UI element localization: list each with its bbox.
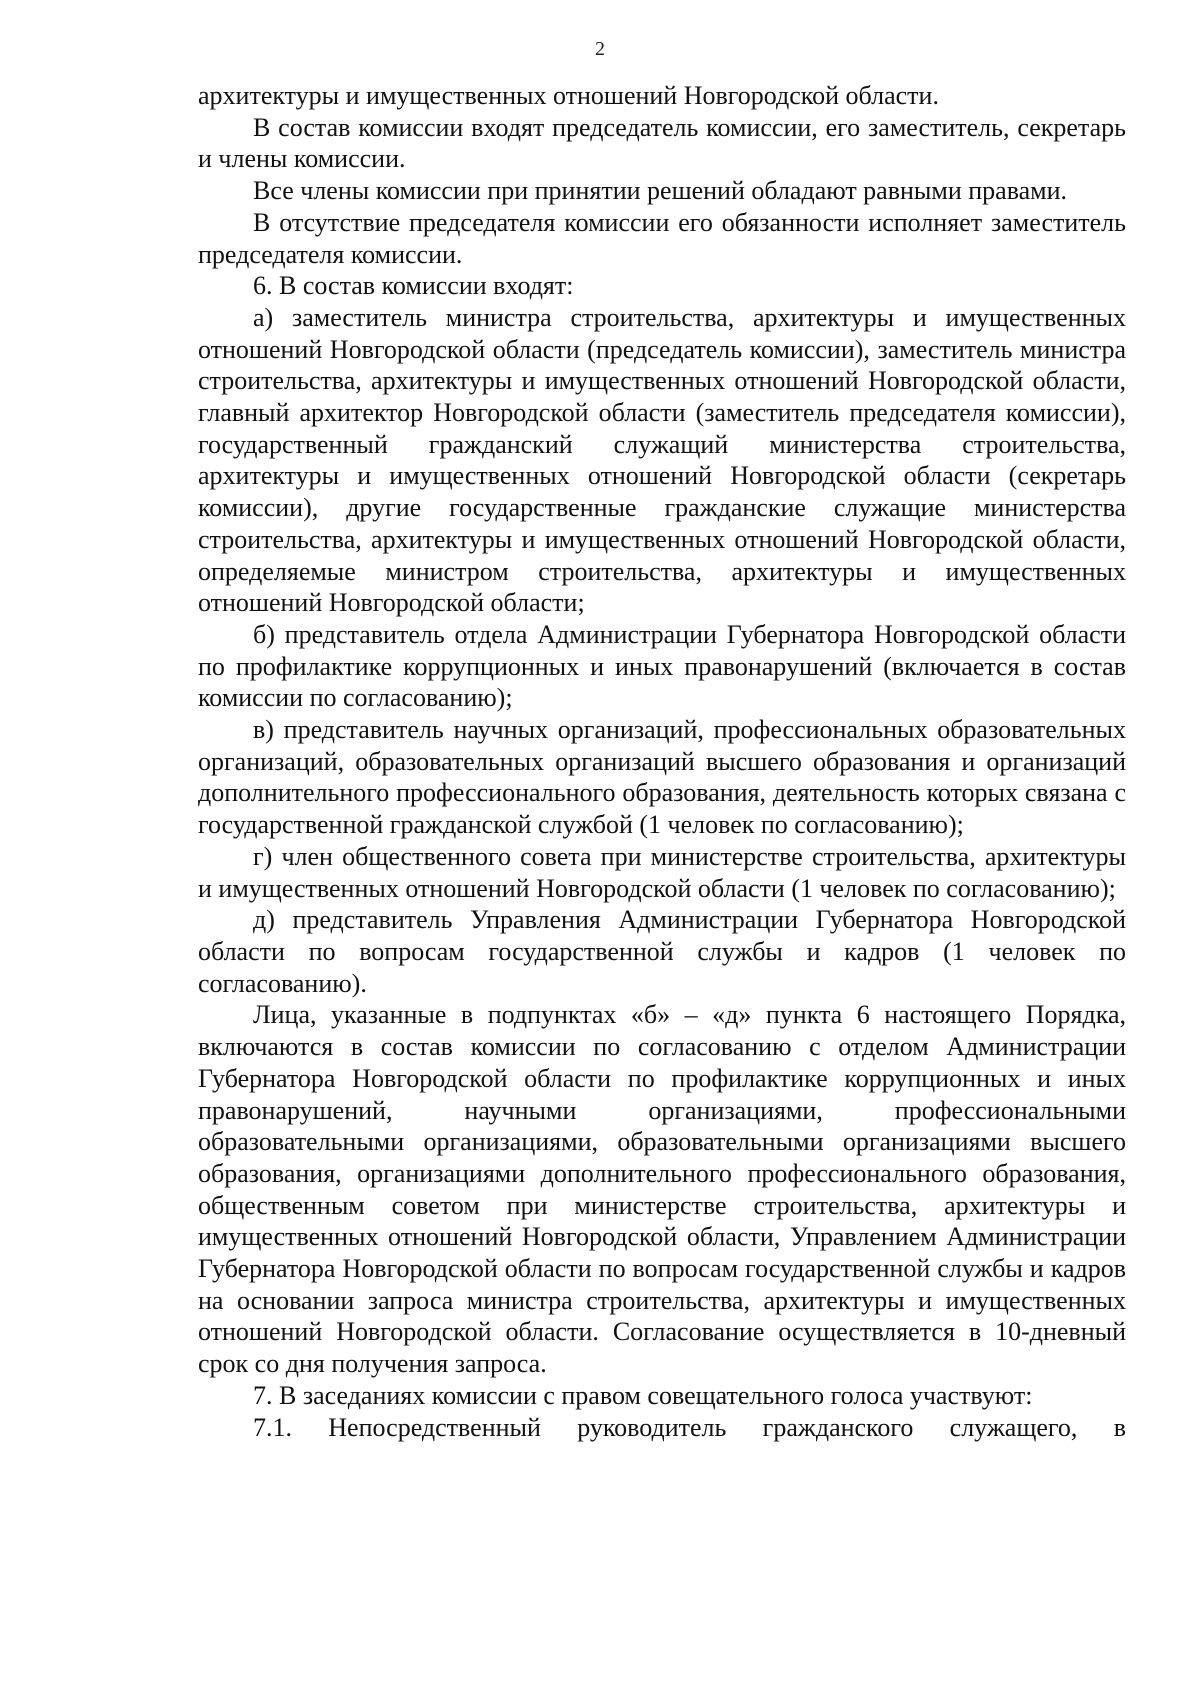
paragraph-continuation: архитектуры и имущественных отношений Новгородской области. — [198, 81, 939, 110]
paragraph-item-6d: д) представитель Управления Администрации Губернатора Новгородской области по вопросам государственной службы и кадров (1 человек по согласованию). — [198, 905, 1126, 998]
paragraph-item-7: 7. В заседаниях комиссии с правом совещательного голоса участвуют: — [253, 1380, 1033, 1410]
page-number: 2 — [595, 38, 605, 60]
paragraph-item-6v: в) представитель научных организаций, профессиональных образовательных организаций, образовательных организаций высшего образования и организаций дополнительного профессионального образования, деятельность которых связана с государственной гражданской службой (1 человек по согласованию); — [198, 715, 1126, 840]
paragraph-item-7-1: 7.1. Непосредственный руководитель гражданского служащего, в — [253, 1412, 1126, 1442]
paragraph-persons-agreement: Лица, указанные в подпунктах «б» – «д» пункта 6 настоящего Порядка, включаются в состав комиссии по согласованию с отделом Администрации Губернатора Новгородской области по профилактике коррупционных и иных правонарушений, научными организациями, профессиональными образовательными организациями, образовательными организациями высшего образования, организациями дополнительного профессионального образования, общественным советом при министерстве строительства, архитектуры и имущественных отношений Новгородской области, Управлением Администрации Губернатора Новгородской области по вопросам государственной службы и кадров на основании запроса министра строительства, архитектуры и имущественных отношений Новгородской области. Согласование осуществляется в 10-дневный срок со дня получения запроса. — [198, 1000, 1126, 1379]
paragraph-item-6g: г) член общественного совета при министерстве строительства, архитектуры и имущественных отношений Новгородской области (1 человек по согласованию); — [198, 841, 1126, 903]
paragraph-chair-absence: В отсутствие председателя комиссии его обязанности исполняет заместитель председателя комиссии. — [198, 207, 1126, 269]
paragraph-equal-rights: Все члены комиссии при принятии решений обладают равными правами. — [253, 176, 1068, 206]
paragraph-item-6b: б) представитель отдела Администрации Губернатора Новгородской области по профилактике коррупционных и иных правонарушений (включается в состав комиссии по согласованию); — [198, 619, 1126, 713]
paragraph-item-6a: а) заместитель министра строительства, архитектуры и имущественных отношений Новгородской области (председатель комиссии), заместитель министра строительства, архитектуры и имущественных отношений Новгородской области, главный архитектор Новгородской области (заместитель председателя комиссии), государственный гражданский служащий министерства строительства, архитектуры и имущественных отношений Новгородской области (секретарь комиссии), другие государственные гражданские служащие министерства строительства, архитектуры и имущественных отношений Новгородской области, определяемые министром строительства, архитектуры и имущественных отношений Новгородской области; — [198, 302, 1126, 618]
paragraph-item-6: 6. В состав комиссии входят: — [253, 271, 574, 301]
paragraph-commission-composition: В состав комиссии входят председатель комиссии, его заместитель, секретарь и члены комиссии. — [198, 112, 1126, 174]
document-body — [198, 80, 1126, 1443]
